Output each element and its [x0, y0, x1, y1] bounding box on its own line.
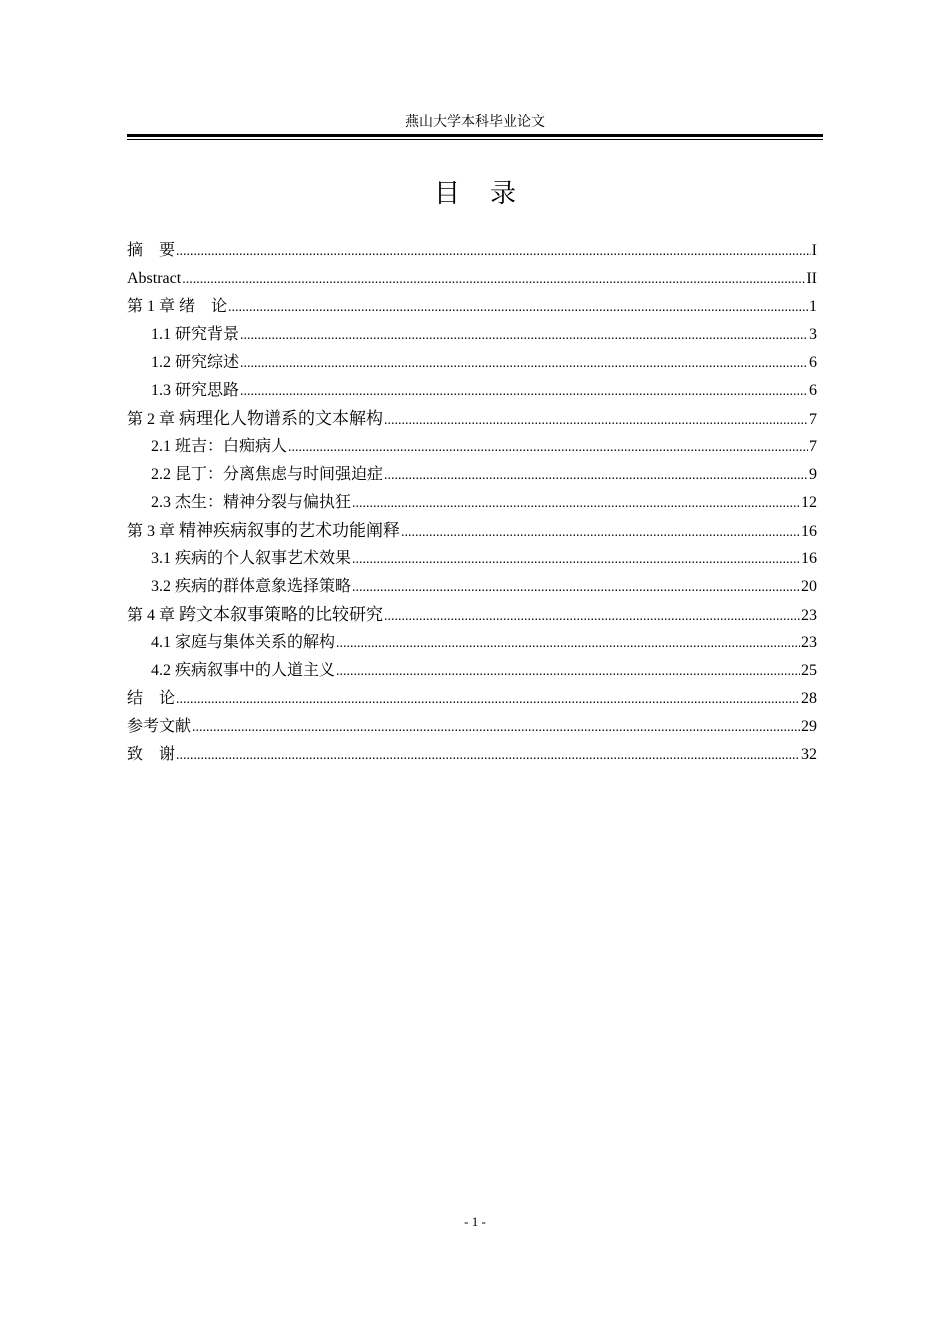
- chapter-number: 第 4 章: [127, 607, 176, 624]
- chapter-title: 病理化人物谱系的文本解构: [179, 409, 384, 429]
- dot-leader: [182, 266, 805, 294]
- toc-entry-chapter-4[interactable]: [127, 601, 817, 629]
- dot-leader: [288, 434, 808, 462]
- dot-leader: [240, 350, 808, 378]
- toc-entry-section-3-1[interactable]: [127, 545, 817, 573]
- toc-entry-page: 32: [801, 746, 817, 763]
- dot-leader: [176, 238, 811, 266]
- header-rule-thin: [127, 139, 823, 140]
- toc-entry-label: 1.3 研究思路: [151, 382, 240, 399]
- running-header: 燕山大学本科毕业论文: [405, 115, 545, 130]
- toc-entry-page: 6: [809, 382, 817, 399]
- toc-entry-label: [127, 517, 400, 546]
- toc-entry-section-2-1[interactable]: [127, 433, 817, 461]
- dot-leader: [228, 294, 808, 322]
- toc-entry-page: 16: [801, 550, 817, 567]
- chapter-number: 第 2 章: [127, 411, 176, 428]
- toc-entry-label: 2.2 昆丁：分离焦虑与时间强迫症: [151, 466, 384, 483]
- toc-entry-label: [127, 405, 383, 434]
- toc-entry-page: 6: [809, 354, 817, 371]
- toc-entry-section-1-3[interactable]: [127, 377, 817, 405]
- toc-entry-page: 7: [809, 438, 817, 455]
- toc-entry-acknowledgements[interactable]: [127, 741, 817, 769]
- dot-leader: [336, 630, 800, 658]
- toc-entry-section-1-1[interactable]: [127, 321, 817, 349]
- dot-leader: [384, 462, 808, 490]
- toc-entry-references[interactable]: [127, 713, 817, 741]
- toc-entry-page: 1: [809, 298, 817, 315]
- toc-entry-section-4-2[interactable]: [127, 657, 817, 685]
- dot-leader: [384, 603, 800, 631]
- dot-leader: [352, 546, 800, 574]
- dot-leader: [192, 714, 800, 742]
- toc-entry-chapter-3[interactable]: [127, 517, 817, 545]
- toc-entry-label: 致 谢: [127, 746, 176, 763]
- toc-entry-page: 23: [801, 634, 817, 651]
- toc-entry-chapter-1[interactable]: [127, 293, 817, 321]
- toc-entry-page: 7: [809, 411, 817, 428]
- toc-entry-label: 结 论: [127, 690, 176, 707]
- toc-entry-label: 4.2 疾病叙事中的人道主义: [151, 662, 336, 679]
- toc-entry-conclusion[interactable]: [127, 685, 817, 713]
- toc-entry-page: 16: [801, 523, 817, 540]
- chapter-number: 第 1 章: [127, 298, 176, 315]
- toc-entry-label: 参考文献: [127, 718, 192, 735]
- toc-entry-label: 3.1 疾病的个人叙事艺术效果: [151, 550, 352, 567]
- toc-entry-page: 3: [809, 326, 817, 343]
- chapter-title: 跨文本叙事策略的比较研究: [179, 605, 384, 625]
- toc-entry-label: 2.3 杰生：精神分裂与偏执狂: [151, 494, 352, 511]
- dot-leader: [336, 658, 800, 686]
- toc-entry-section-3-2[interactable]: [127, 573, 817, 601]
- toc-entry-label: 4.1 家庭与集体关系的解构: [151, 634, 336, 651]
- dot-leader: [384, 407, 808, 435]
- header-rule-thick: [127, 134, 823, 137]
- toc-entry-page: 28: [801, 690, 817, 707]
- chapter-title: 绪 论: [179, 298, 228, 315]
- dot-leader: [176, 742, 800, 770]
- toc-entry-page: 9: [809, 466, 817, 483]
- toc-entry-section-4-1[interactable]: [127, 629, 817, 657]
- toc-entry-section-1-2[interactable]: [127, 349, 817, 377]
- toc-entry-label: 2.1 班吉：白痴病人: [151, 438, 288, 455]
- toc-entry-abstract-cn[interactable]: [127, 237, 817, 265]
- table-of-contents: [127, 237, 817, 769]
- toc-entry-page: 12: [801, 494, 817, 511]
- toc-entry-page: 23: [801, 607, 817, 624]
- toc-title: 目录: [433, 179, 546, 209]
- chapter-title: 精神疾病叙事的艺术功能阐释: [179, 521, 401, 541]
- dot-leader: [352, 574, 800, 602]
- toc-entry-page: II: [806, 270, 817, 287]
- toc-entry-section-2-3[interactable]: [127, 489, 817, 517]
- toc-entry-label: 摘 要: [127, 242, 176, 259]
- toc-entry-chapter-2[interactable]: [127, 405, 817, 433]
- dot-leader: [352, 490, 800, 518]
- toc-entry-label: 3.2 疾病的群体意象选择策略: [151, 578, 352, 595]
- toc-entry-label: Abstract: [127, 270, 182, 287]
- toc-entry-label: 1.1 研究背景: [151, 326, 240, 343]
- toc-entry-section-2-2[interactable]: [127, 461, 817, 489]
- toc-entry-page: I: [811, 242, 817, 259]
- toc-entry-label: [127, 293, 227, 321]
- toc-entry-label: [127, 601, 383, 630]
- chapter-number: 第 3 章: [127, 523, 176, 540]
- dot-leader: [176, 686, 800, 714]
- dot-leader: [240, 378, 808, 406]
- toc-entry-page: 29: [801, 718, 817, 735]
- dot-leader: [240, 322, 808, 350]
- page-number: - 1 -: [464, 1214, 486, 1229]
- toc-entry-page: 20: [801, 578, 817, 595]
- toc-entry-abstract-en[interactable]: [127, 265, 817, 293]
- dot-leader: [401, 519, 800, 547]
- toc-entry-label: 1.2 研究综述: [151, 354, 240, 371]
- toc-entry-page: 25: [801, 662, 817, 679]
